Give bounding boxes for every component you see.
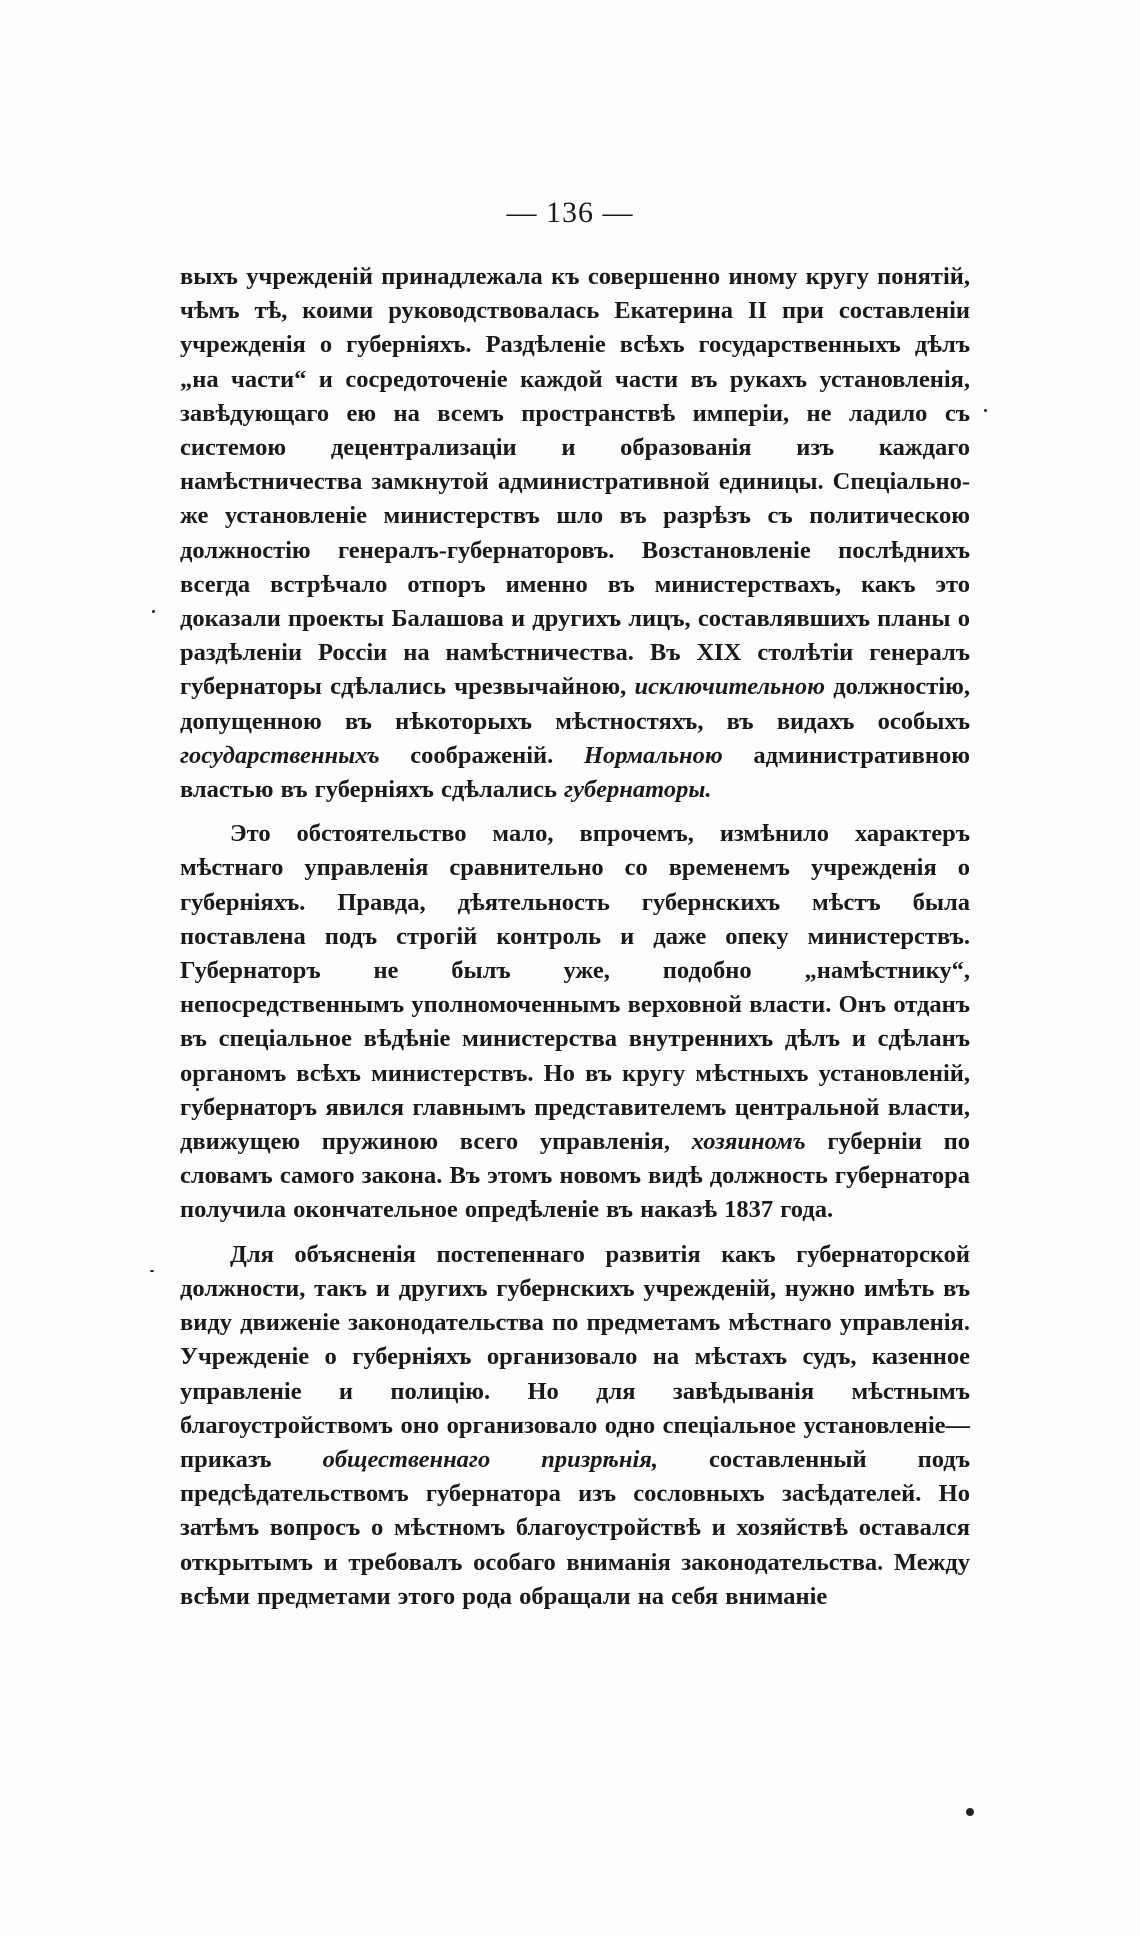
scan-speck bbox=[984, 409, 987, 412]
scan-speck bbox=[966, 1808, 974, 1816]
text-run: Это обстоятельство мало, впрочемъ, измѣнило характеръ мѣстнаго управленія сравнительно со временемъ учрежденія о губерніяхъ. Правда, дѣятельность губернскихъ мѣстъ была поставлена подъ строгій контроль и даже опеку министерствъ. Губернаторъ не былъ уже, подобно „намѣстнику“, непосредственнымъ уполномоченнымъ верховной власти. Онъ отданъ въ спеціальное вѣдѣніе министерства внутреннихъ дѣлъ и сдѣланъ органомъ всѣхъ министерствъ. Но въ кругу мѣстныхъ установленій, губернаторъ явился главнымъ представителемъ центральной власти, движущею пружиною всего управленія, bbox=[180, 820, 970, 1156]
body-text bbox=[180, 260, 970, 1624]
scan-speck bbox=[196, 1088, 199, 1091]
text-run: губерніи по словамъ самого закона. Въ этомъ новомъ видѣ должность губернатора получила окончательное опредѣленіе въ наказѣ 1837 года. bbox=[180, 1128, 970, 1224]
paragraph-1 bbox=[180, 260, 970, 807]
page-number: — 136 — bbox=[506, 196, 634, 229]
italic-run: исключительною bbox=[634, 673, 825, 701]
italic-run: губернаторы. bbox=[564, 776, 712, 804]
scan-speck bbox=[150, 1270, 154, 1272]
paragraph-3 bbox=[180, 1238, 970, 1614]
italic-run: общественнаго призрѣнія, bbox=[322, 1445, 659, 1473]
text-run: административною властью въ губерніяхъ сдѣлались bbox=[180, 741, 970, 804]
text-run: должностію, допущенною въ нѣкоторыхъ мѣстностяхъ, въ видахъ особыхъ bbox=[180, 673, 970, 735]
text-run: Для объясненія постепеннаго развитія какъ губернаторской должности, такъ и другихъ губернскихъ учрежденій, нужно имѣть въ виду движеніе законодательства по предметамъ мѣстнаго управленія. Учрежденіе о губерніяхъ организовало на мѣстахъ судъ, казенное управленіе и полицію. Но для завѣдыванія мѣстнымъ благоустройствомъ оно организовало одно спеціальное установленіе—приказъ bbox=[180, 1240, 970, 1473]
italic-run: государственныхъ bbox=[180, 741, 380, 769]
text-run: составленный подъ предсѣдательствомъ губернатора изъ сословныхъ засѣдателей. Но затѣмъ вопросъ о мѣстномъ благоустройствѣ и хозяйствѣ оставался открытымъ и требовалъ особаго вниманія законодательства. Между всѣми предметами этого рода обращали на себя вниманіе bbox=[180, 1445, 970, 1610]
italic-run: Нормальною bbox=[583, 741, 723, 769]
paragraph-2 bbox=[180, 817, 970, 1227]
scan-speck bbox=[152, 610, 155, 613]
text-run: соображеній. bbox=[379, 741, 584, 769]
text-run: выхъ учрежденій принадлежала къ совершенно иному кругу понятій, чѣмъ тѣ, коими руководствовалась Екатерина II при составленіи учрежденія о губерніяхъ. Раздѣленіе всѣхъ государственныхъ дѣлъ „на части“ и сосредоточеніе каждой части въ рукахъ установленія, завѣдующаго ею на всемъ пространствѣ имперіи, не ладило съ системою децентрализаціи и образованія изъ каждаго намѣстничества замкнутой административной единицы. Спеціально-же установленіе министерствъ шло въ разрѣзъ съ политическою должностію генералъ-губернаторовъ. Возстановленіе послѣднихъ всегда встрѣчало отпоръ именно въ министерствахъ, какъ это доказали проекты Балашова и другихъ лицъ, составлявшихъ планы о раздѣленіи Россіи на намѣстничества. Въ XIX столѣтіи генералъ губернаторы сдѣлались чрезвычайною, bbox=[180, 263, 970, 701]
italic-run: хозяиномъ bbox=[691, 1128, 806, 1156]
